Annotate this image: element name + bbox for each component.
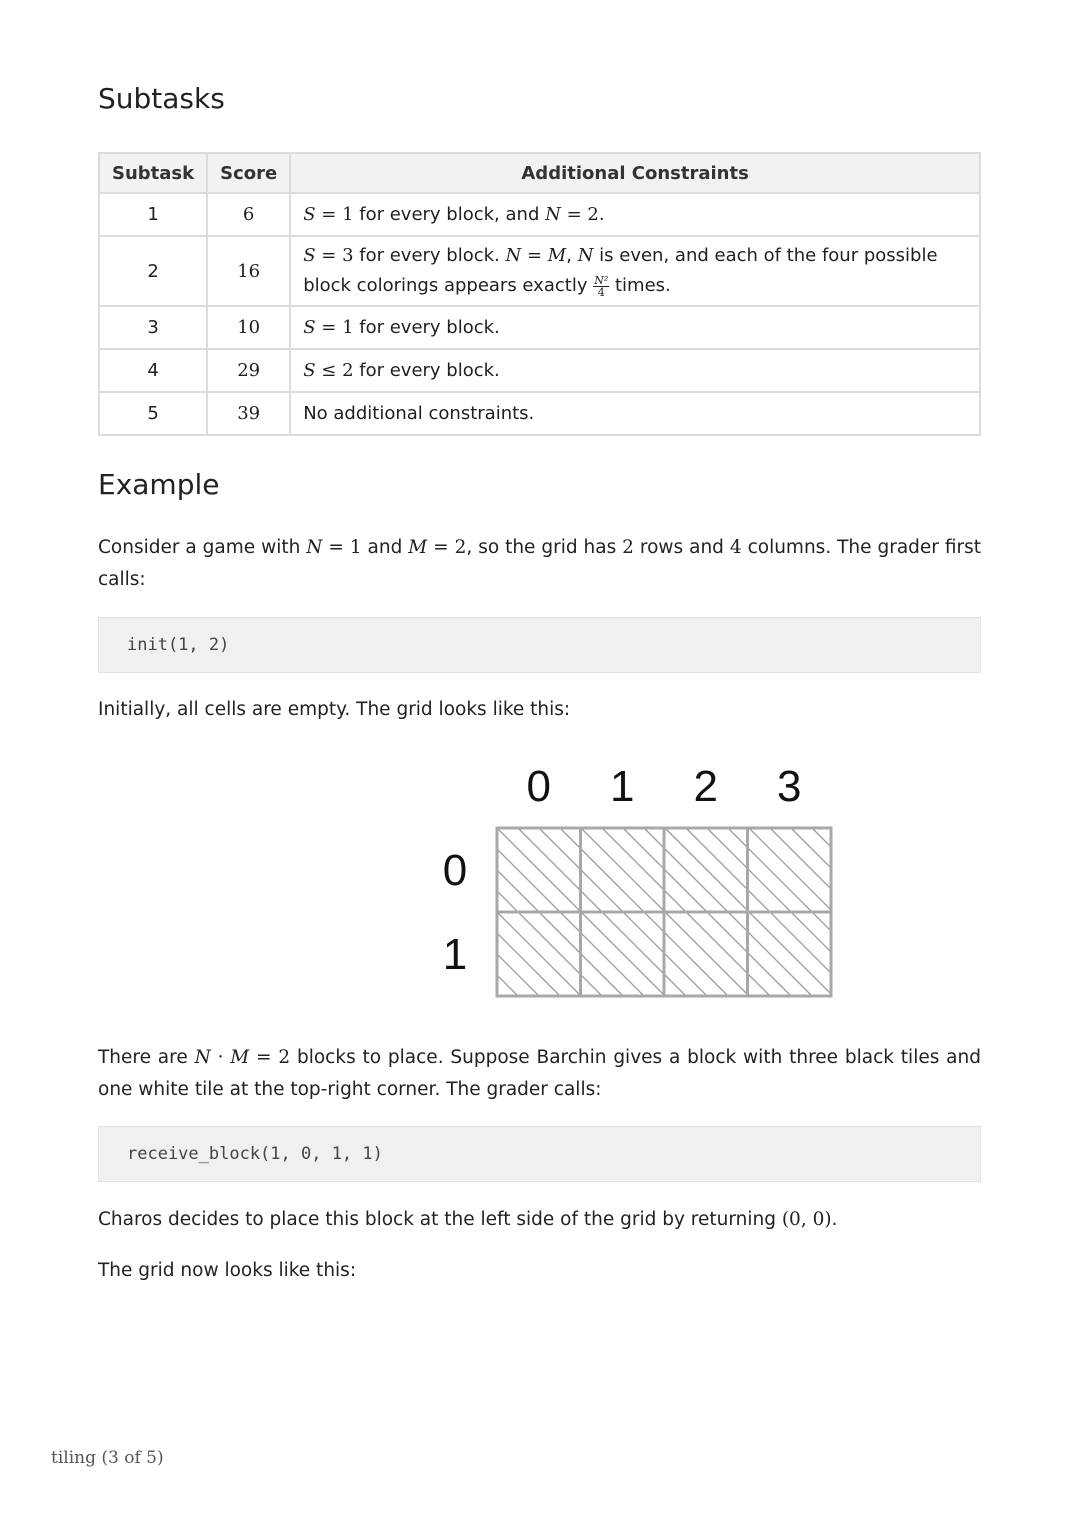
row-label: 0 — [442, 846, 468, 895]
table-row — [99, 349, 980, 392]
para-text: Charos decides to place this block at the left side of the grid by returning — [98, 1209, 782, 1230]
math-expr: = 2 — [427, 537, 467, 558]
score-cell: 29 — [207, 349, 290, 392]
math-expr: · — [210, 1047, 231, 1068]
table-row — [99, 236, 980, 306]
math-var: M — [230, 1047, 250, 1068]
math-expr: = — [521, 245, 548, 266]
para-text: . — [831, 1209, 838, 1230]
math-expr: = 1 — [322, 537, 362, 558]
fraction-numerator: N² — [594, 273, 609, 287]
math-var: S — [303, 245, 316, 266]
constraint-text: for every block, and — [353, 204, 546, 225]
para-text: Consider a game with — [98, 537, 307, 558]
math-expr: = 1 — [315, 204, 354, 225]
subtask-cell: 1 — [99, 193, 207, 236]
math-var: N — [306, 537, 323, 558]
header-constraints: Additional Constraints — [290, 153, 980, 193]
constraint-cell — [290, 306, 980, 349]
table-row — [99, 306, 980, 349]
code-block-receive: receive_block(1, 0, 1, 1) — [98, 1126, 981, 1182]
table-row — [99, 193, 980, 236]
para-text: columns. The grader first calls: — [98, 537, 981, 590]
math-expr: 4 — [729, 537, 742, 558]
math-var: N — [505, 245, 522, 266]
para-text: , so the grid has — [466, 537, 623, 558]
math-var: N — [545, 204, 561, 225]
blocks-paragraph — [98, 1042, 981, 1106]
score-cell: 6 — [207, 193, 290, 236]
column-labels — [527, 762, 802, 811]
para-text: rows and — [633, 537, 730, 558]
subtask-cell: 3 — [99, 306, 207, 349]
code-block-init: init(1, 2) — [98, 617, 981, 673]
constraint-text: for every block. — [353, 245, 506, 266]
constraint-text: for every block. — [353, 360, 500, 381]
math-expr: 2 — [622, 537, 634, 558]
constraint-text: No additional constraints. — [303, 403, 535, 424]
subtask-cell: 5 — [99, 392, 207, 435]
math-var: N — [194, 1047, 211, 1068]
grid-now-paragraph: The grid now looks like this: — [98, 1260, 357, 1281]
row-labels — [443, 846, 467, 979]
constraint-cell — [290, 392, 980, 435]
math-expr: ≤ 2 — [315, 360, 354, 381]
score-cell: 10 — [207, 306, 290, 349]
fraction-denominator: 4 — [597, 285, 605, 299]
fraction — [593, 275, 609, 298]
constraint-cell — [290, 193, 980, 236]
charos-paragraph — [98, 1204, 981, 1236]
math-var: S — [303, 317, 316, 338]
math-var: M — [547, 245, 567, 266]
grid-cells — [497, 828, 831, 996]
para-text: There are — [98, 1047, 195, 1068]
math-var: M — [408, 537, 428, 558]
math-expr: = 2 — [560, 204, 599, 225]
score-cell: 16 — [207, 236, 290, 306]
header-subtask: Subtask — [99, 153, 207, 193]
math-var: S — [303, 204, 316, 225]
math-expr: (0, 0) — [781, 1209, 832, 1230]
constraint-text: . — [598, 204, 605, 225]
para-text: and — [361, 537, 409, 558]
column-label: 2 — [693, 762, 718, 811]
subtasks-heading: Subtasks — [98, 82, 225, 115]
column-label: 1 — [610, 762, 635, 811]
math-expr: = 2 — [249, 1047, 291, 1068]
example-heading: Example — [98, 468, 220, 501]
math-expr: = 3 — [315, 245, 354, 266]
subtask-cell: 4 — [99, 349, 207, 392]
row-label: 1 — [442, 930, 468, 979]
grid-cell — [748, 828, 832, 912]
column-label: 3 — [777, 762, 802, 811]
empty-grid-figure — [418, 755, 838, 1005]
header-score: Score — [207, 153, 290, 193]
constraint-text: for every block. — [353, 317, 500, 338]
example-intro-paragraph — [98, 532, 981, 596]
initially-paragraph: Initially, all cells are empty. The grid looks like this: — [98, 699, 571, 720]
para-text: blocks to place. Suppose Barchin gives a block with three black tiles and one white tile at the top-right corner. The grader calls: — [98, 1047, 981, 1100]
score-cell: 39 — [207, 392, 290, 435]
table-header-row — [99, 153, 980, 193]
constraint-text: is even, and each of the four possible block colorings appears exactly — [303, 245, 938, 296]
constraint-cell — [290, 349, 980, 392]
subtask-cell: 2 — [99, 236, 207, 306]
math-var: N — [577, 245, 594, 266]
grid-cell — [748, 912, 832, 996]
math-var: S — [303, 360, 316, 381]
table-row — [99, 392, 980, 435]
grid-cell — [664, 912, 748, 996]
math-expr: = 1 — [315, 317, 354, 338]
grid-cell — [664, 828, 748, 912]
constraint-cell — [290, 236, 980, 306]
constraint-text: , — [566, 245, 578, 266]
subtasks-table — [98, 152, 981, 436]
page-footer: tiling (3 of 5) — [51, 1448, 164, 1468]
column-label: 0 — [526, 762, 551, 811]
constraint-text: times. — [609, 275, 671, 296]
